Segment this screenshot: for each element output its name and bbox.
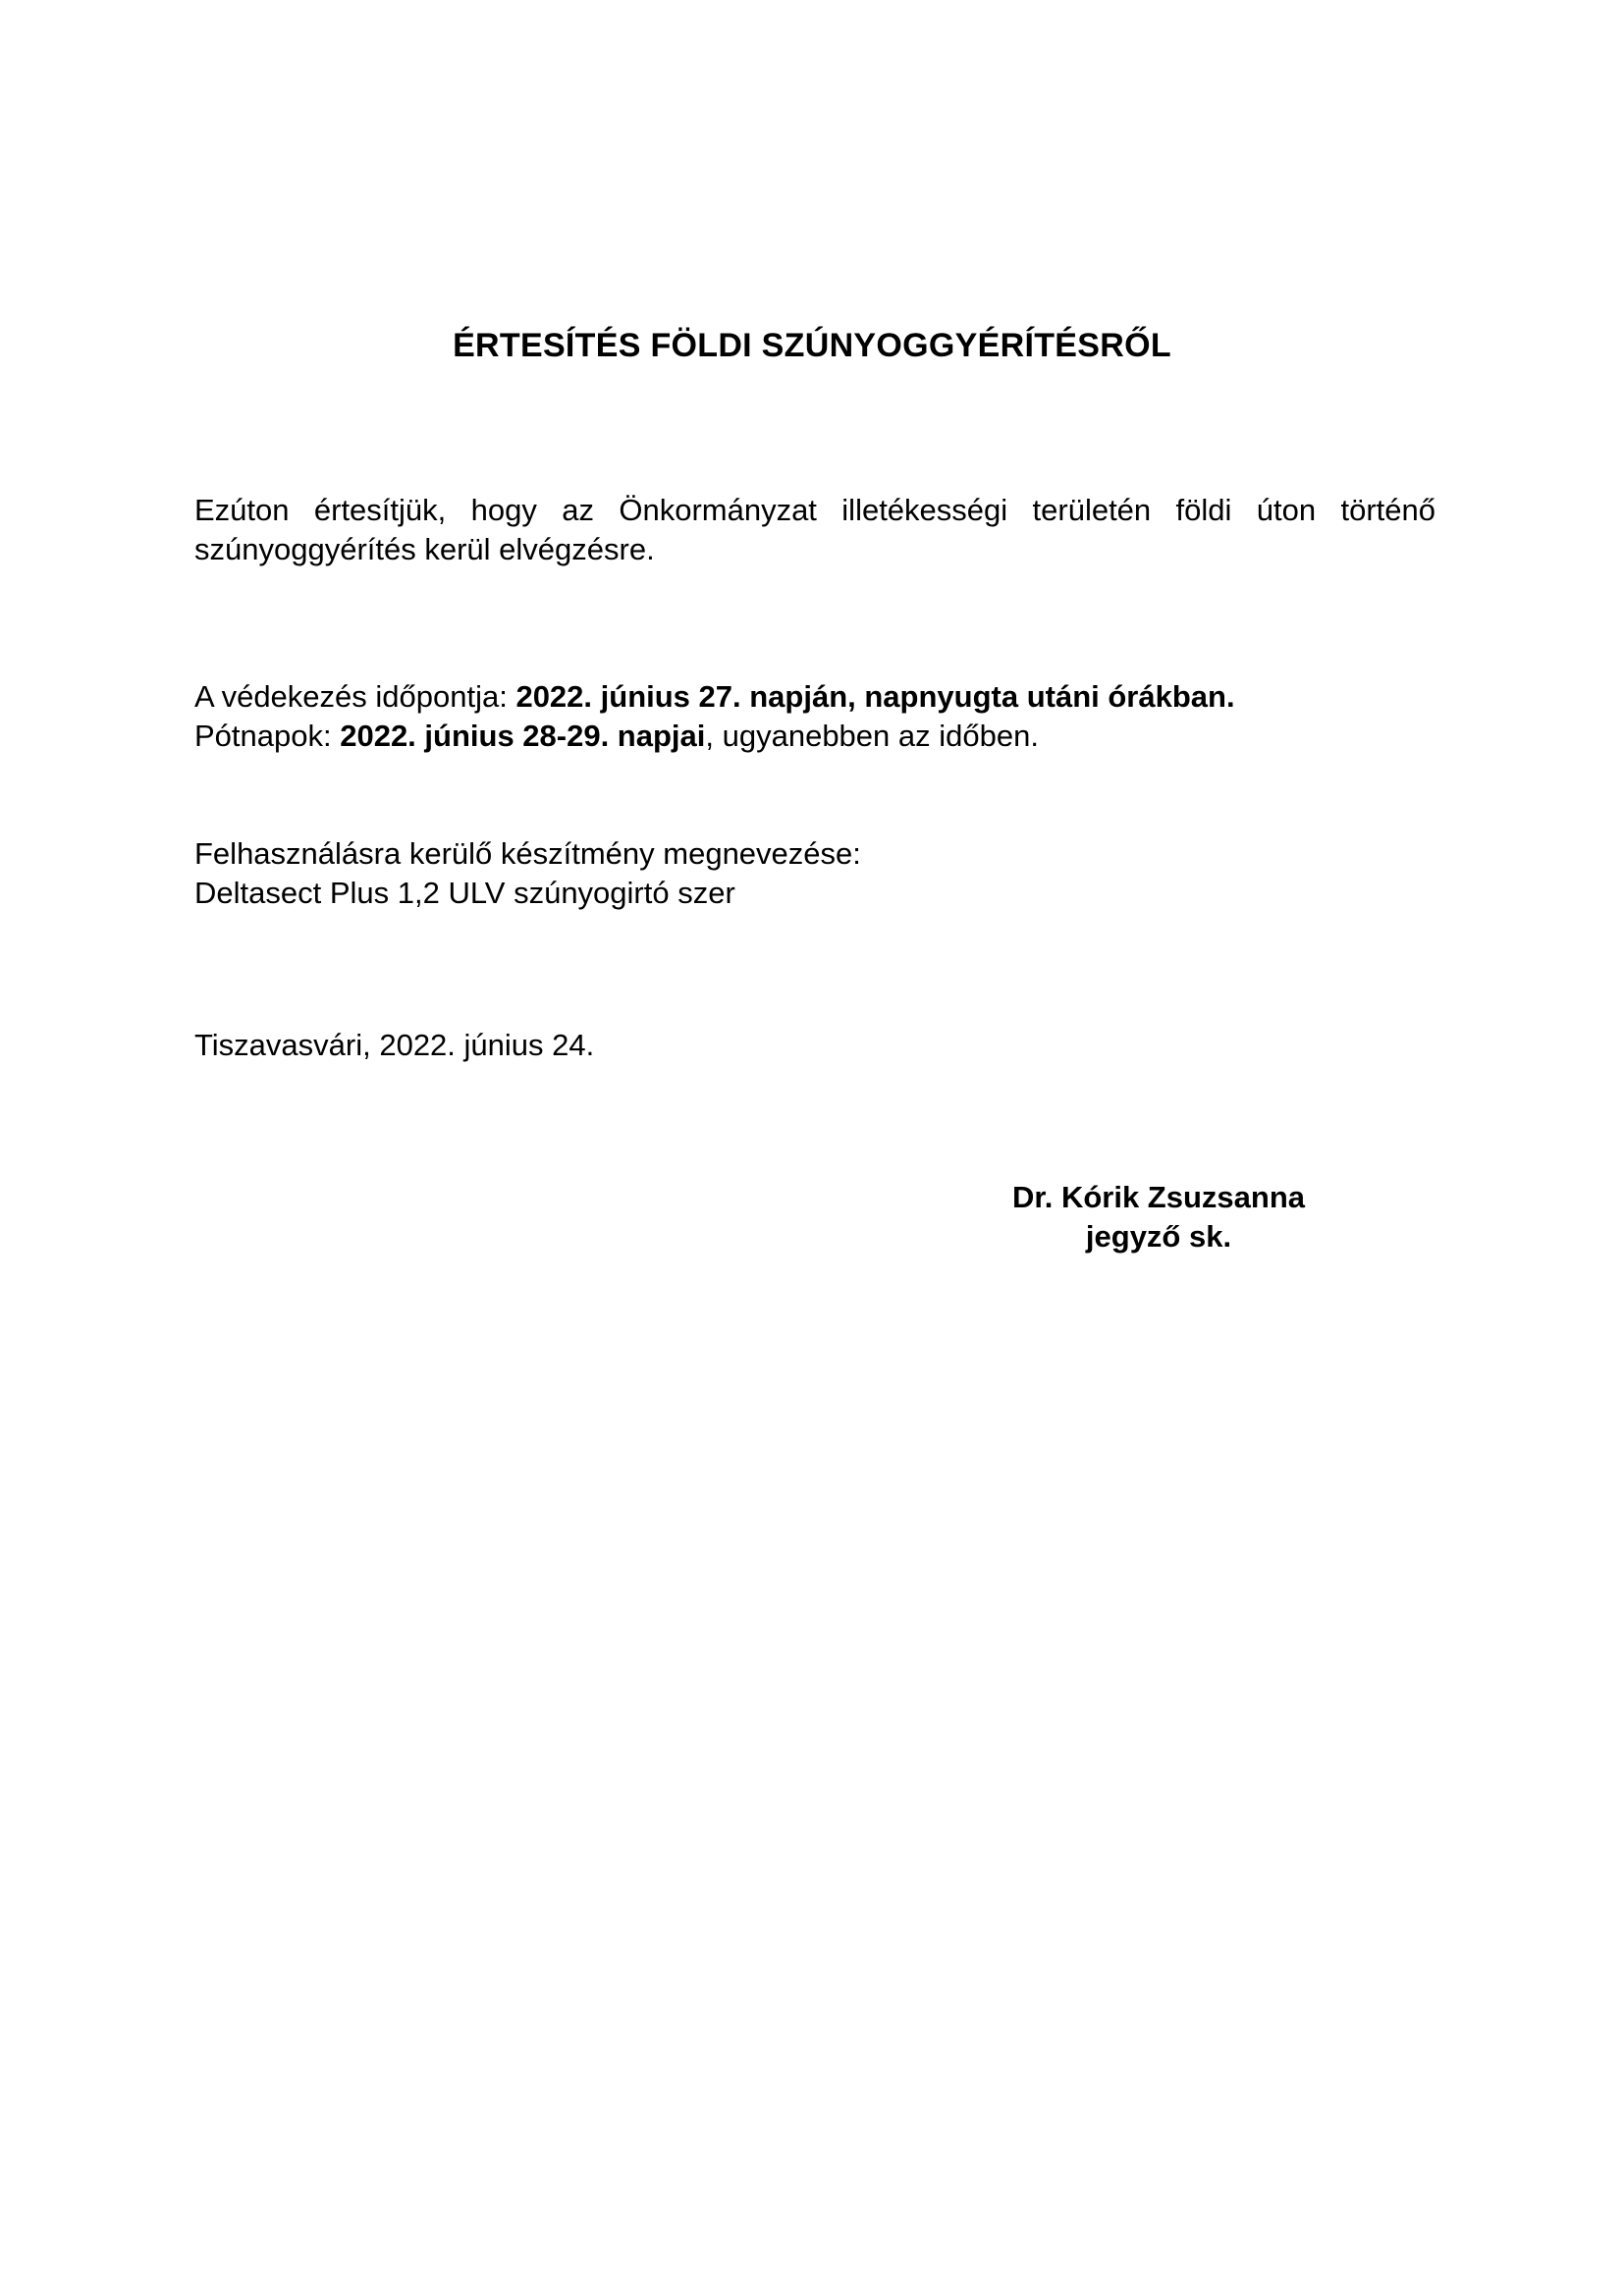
- signatory-name: Dr. Kórik Zsuzsanna: [1011, 1180, 1306, 1214]
- product-label: Felhasználásra kerülő készítmény megnevezése:: [194, 836, 861, 871]
- schedule-paragraph: [194, 677, 1435, 756]
- intro-paragraph: [194, 491, 1435, 569]
- signature-block: [962, 1178, 1355, 1256]
- product-name: Deltasect Plus 1,2 ULV szúnyogirtó szer: [194, 876, 735, 910]
- signatory-title: jegyző sk.: [1085, 1219, 1232, 1254]
- backup-suffix: , ugyanebben az időben.: [705, 719, 1039, 753]
- backup-label: Pótnapok:: [194, 719, 341, 753]
- schedule-backup-line: [194, 717, 1435, 756]
- place-date-text: Tiszavasvári, 2022. június 24.: [194, 1028, 595, 1062]
- document-title: ÉRTESÍTÉS FÖLDI SZÚNYOGGYÉRÍTÉSRŐL: [453, 327, 1171, 364]
- intro-line-2: szúnyoggyérítés kerül elvégzésre.: [194, 532, 655, 566]
- backup-value: 2022. június 28-29. napjai: [340, 719, 706, 753]
- intro-line-1: Ezúton értesítjük, hogy az Önkormányzat illetékességi területén földi úton történő: [194, 493, 1435, 527]
- schedule-date-line: [194, 677, 1435, 717]
- product-paragraph: [194, 834, 1435, 913]
- date-value: 2022. június 27. napján, napnyugta utáni órákban.: [515, 679, 1235, 714]
- date-label: A védekezés időpontja:: [194, 679, 516, 714]
- place-date: [194, 1026, 1435, 1065]
